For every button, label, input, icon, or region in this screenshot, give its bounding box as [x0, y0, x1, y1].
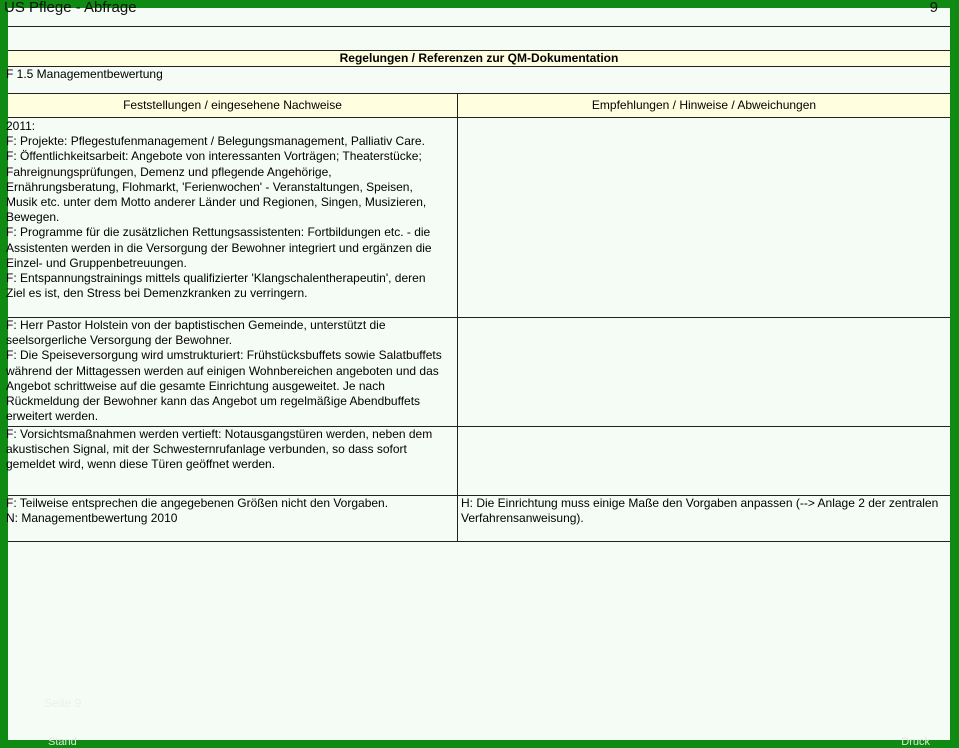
document-page [4, 0, 950, 748]
header-rule [8, 26, 950, 27]
document-title: US Pflege - Abfrage [4, 0, 137, 16]
qm-band-title: Regelungen / Referenzen zur QM-Dokumentation [8, 50, 950, 67]
row-1-findings: 2011: F: Projekte: Pflegestufenmanagement / Belegungsmanagement, Palliativ Care. F: Öffentlichkeitsarbeit: Angebote von interessanten Vorträgen; Theaterstücke; Fahreignungsprüfungen, Demenz und pflegende Angehörige, Ernährungsberatung, Flohmarkt, 'Ferienwochen' - Veranstaltungen, Speisen, Musik etc. unter dem Motto anderer Länder und Regionen, Singen, Musizieren, Bewegen. F: Programme für die zusätzlichen Rettungsassistenten: Fortbildungen etc. - die Assistenten werden in die Versorgung der Bewohner integriert und ergänzen die Einzel- und Gruppenbetreuungen. F: Entspannungstrainings mittels qualifizierter 'Klangschalentherapeutin', deren Ziel es ist, den Stress bei Demenzkranken zu verringern. [6, 119, 432, 301]
column-header-findings: Feststellungen / eingesehene Nachweise [8, 93, 458, 118]
footer-right: Druck [901, 736, 930, 748]
page-number: 9 [929, 0, 938, 16]
page-watermark: Seite 9 [44, 696, 82, 710]
footer-left: Stand [48, 736, 77, 748]
row-4-recommendations: H: Die Einrichtung muss einige Maße den Vorgaben anpassen (--> Anlage 2 der zentralen Verfahrensanweisung). [461, 496, 939, 526]
row-4-findings: F: Teilweise entsprechen die angegebenen Größen nicht den Vorgaben. N: Managementbewertung 2010 [6, 496, 389, 526]
row-2-findings: F: Herr Pastor Holstein von der baptistischen Gemeinde, unterstützt die seelsorgerliche Versorgung der Bewohner. F: Die Speiseversorgung wird umstrukturiert: Frühstücksbuffets sowie Salatbuffets während der Mittagessen werden auf einigen Wohnbereichen angeboten und das Angebot schrittweise auf die gesamte Einrichtung ausgeweitet. Je nach Rückmeldung der Bewohner kann das Angebot um regelmäßige Abendbuffets erweitert werden. [6, 318, 442, 424]
section-label: F 1.5 Managementbewertung [6, 67, 163, 81]
row-3-findings: F: Vorsichtsmaßnahmen werden vertieft: Notausgangstüren werden, neben dem akustischen Signal, mit der Schwesternrufanlage verbunden, so dass sofort gemeldet wird, wenn diese Türen geöffnet werden. [6, 427, 433, 472]
table-bottom-rule [8, 541, 950, 542]
column-header-recommendations: Empfehlungen / Hinweise / Abweichungen [458, 93, 950, 118]
